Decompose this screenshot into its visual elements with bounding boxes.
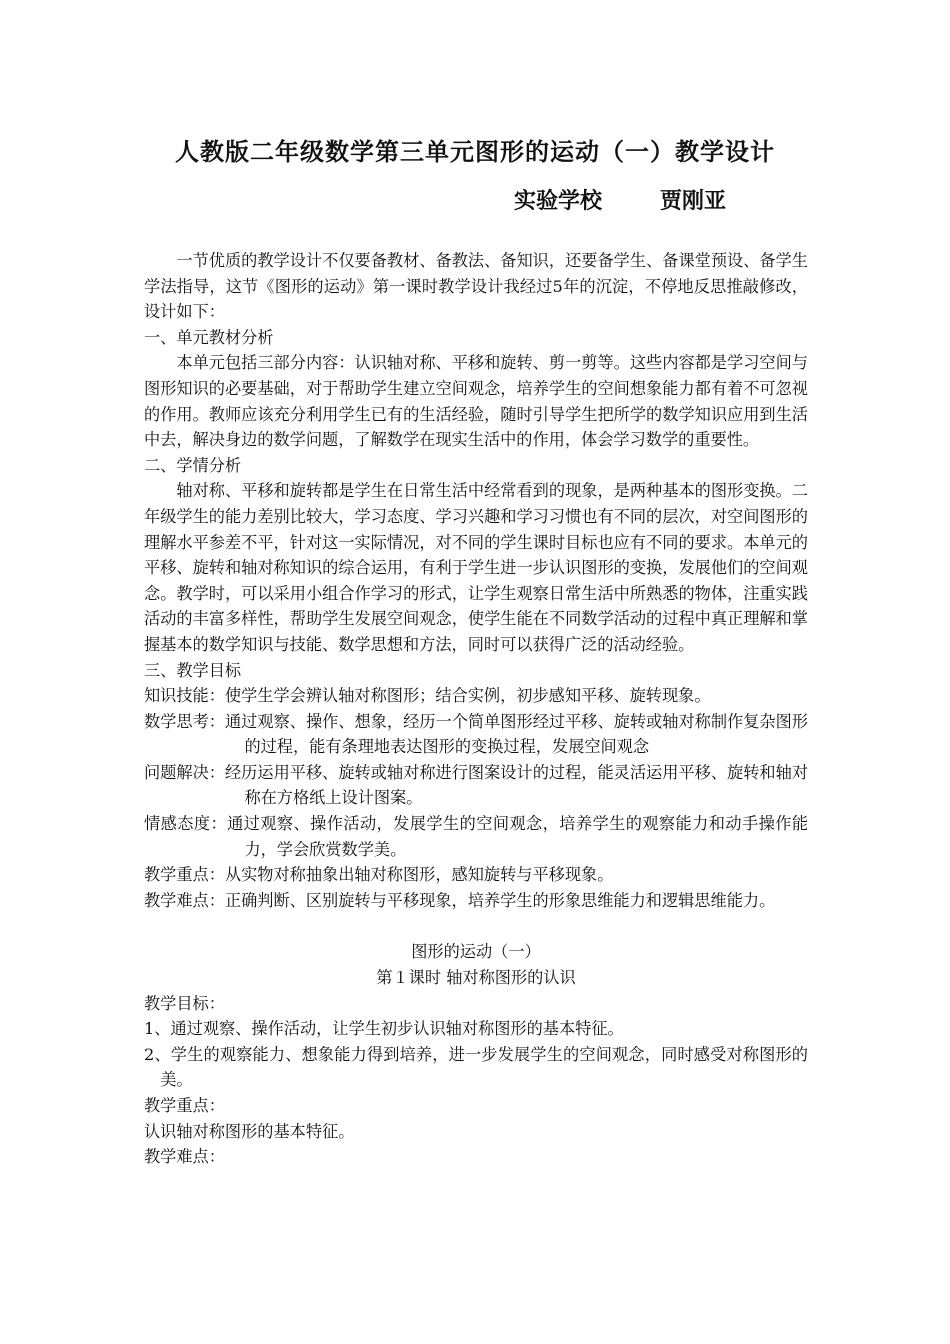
goal-text: 通过观察、操作、想象，经历一个简单图形经过平移、旋转或轴对称制作复杂图形的过程，能有条理地表达图形的变换过程，发展空间观念: [224, 711, 809, 757]
school-name: 实验学校: [514, 189, 603, 214]
intro-paragraph: 一节优质的教学设计不仅要备教材、备教法、备知识，还要备学生、备课堂预设、备学生学法指导，这节《图形的运动》第一课时教学设计我经过5年的沉淀，不停地反思推敲修改，设计如下：: [144, 251, 808, 322]
goal-difficulty: [144, 888, 808, 914]
section-heading-3: 三、教学目标: [144, 660, 242, 680]
goal-key-point: [144, 862, 808, 888]
goal-label: 问题解决：: [144, 762, 225, 782]
byline: [514, 184, 726, 215]
goal-label: 教学重点：: [144, 865, 225, 885]
goal-text: 正确判断、区别旋转与平移现象，培养学生的形象思维能力和逻辑思维能力。: [224, 890, 776, 910]
section-text-2: 轴对称、平移和旋转都是学生在日常生活中经常看到的现象，是两种基本的图形变换。二年级学生的能力差别比较大，学习态度、学习兴趣和学习习惯也有不同的层次，对空间图形的理解水平参差不平，针对这一实际情况，对不同的学生课时目标也应有不同的要求。本单元的平移、旋转和轴对称知识的综合运用，有利于学生进一步认识图形的变换，发展他们的空间观念。教学时，可以采用小组合作学习的形式，让学生观察日常生活中所熟悉的物体，注重实践活动的丰富多样性，帮助学生发展空间观念，使学生能在不同数学活动的过程中真正理解和掌握基本的数学知识与技能、数学思想和方法，同时可以获得广泛的活动经验。: [144, 481, 808, 654]
goal-label: 数学思考：: [144, 711, 225, 731]
section-text-1: 本单元包括三部分内容：认识轴对称、平移和旋转、剪一剪等。这些内容都是学习空间与图形知识的必要基础，对于帮助学生建立空间观念，培养学生的空间想象能力都有着不可忽视的作用。教师应该充分利用学生已有的生活经验，随时引导学生把所学的数学知识应用到生活中去，解决身边的数学问题，了解数学在现实生活中的作用，体会学习数学的重要性。: [144, 353, 808, 450]
author-name: 贾刚亚: [660, 189, 727, 214]
goal-attitude: [144, 811, 808, 862]
spacer: [144, 913, 808, 939]
lesson-subtitle: 第１课时 轴对称图形的认识: [376, 968, 576, 988]
lesson-goals-label: 教学目标：: [144, 993, 225, 1013]
goal-text: 通过观察、操作活动，发展学生的空间观念，培养学生的观察能力和动手操作能力，学会欣赏数学美。: [227, 814, 809, 859]
document-body: [144, 248, 808, 1170]
goal-label: 教学难点：: [144, 890, 225, 910]
lesson-key-text: 认识轴对称图形的基本特征。: [144, 1121, 355, 1141]
lesson-key-label: 教学重点：: [144, 1096, 225, 1115]
goal-text: 经历运用平移、旋转或轴对称进行图案设计的过程，能灵活运用平移、旋转和轴对称在方格纸上设计图案。: [224, 762, 809, 808]
goal-text: 使学生学会辨认轴对称图形；结合实例，初步感知平移、旋转现象。: [224, 686, 711, 706]
document-title: 人教版二年级数学第三单元图形的运动（一）教学设计: [175, 138, 775, 166]
goal-thinking: [144, 709, 808, 760]
lesson-difficulty-label: 教学难点：: [144, 1147, 225, 1167]
lesson-goal-1: 1、通过观察、操作活动，让学生初步认识轴对称图形的基本特征。: [144, 1019, 624, 1039]
goal-label: 知识技能：: [144, 686, 225, 706]
goal-text: 从实物对称抽象出轴对称图形，感知旋转与平移现象。: [224, 865, 614, 885]
goal-label: 情感态度：: [144, 814, 228, 834]
section-heading-2: 二、学情分析: [144, 455, 242, 475]
lesson-goal-2: 2、学生的观察能力、想象能力得到培养，进一步发展学生的空间观念，同时感受对称图形的美。: [144, 1044, 808, 1090]
goal-problem-solving: [144, 760, 808, 811]
section-heading-1: 一、单元教材分析: [144, 327, 274, 347]
lesson-title: 图形的运动（一）: [411, 942, 541, 962]
goal-knowledge: [144, 683, 808, 709]
